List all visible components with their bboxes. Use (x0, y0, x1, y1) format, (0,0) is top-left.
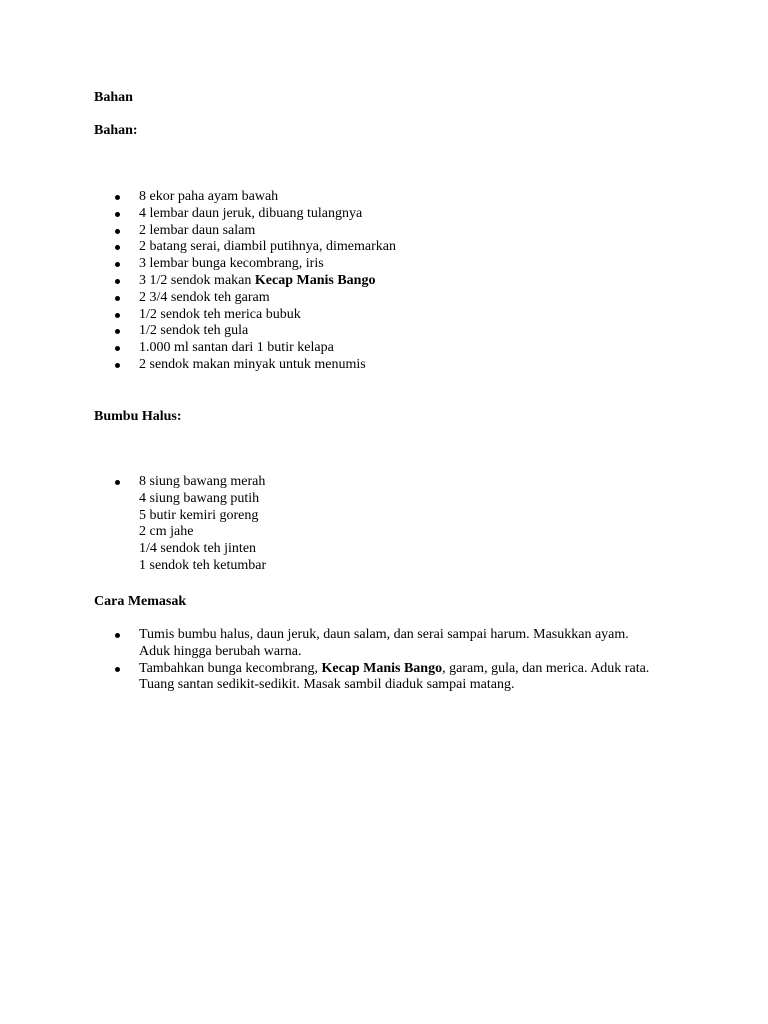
list-item: 8 ekor paha ayam bawah (94, 189, 694, 206)
item-text: , garam, gula, dan merica. Aduk rata. Tuang santan sedikit-sedikit. Masak sambil diaduk sampai matang. (139, 660, 650, 693)
list-item: Tumis bumbu halus, daun jeruk, daun salam, dan serai sampai harum. Masukkan ayam. Aduk hingga berubah warna. (94, 627, 654, 661)
bumbu-line: 4 siung bawang putih (139, 490, 260, 506)
cara-list (94, 627, 654, 694)
list-item: 1/2 sendok teh gula (94, 323, 694, 340)
subtitle-bahan: Bahan: (94, 123, 138, 138)
list-item: 3 lembar bunga kecombrang, iris (94, 256, 694, 273)
bumbu-line: 2 cm jahe (139, 524, 194, 540)
list-item: 2 lembar daun salam (94, 223, 694, 240)
brand-name: Kecap Manis Bango (254, 272, 376, 288)
heading-cara-memasak: Cara Memasak (94, 594, 187, 609)
list-item: 1.000 ml santan dari 1 butir kelapa (94, 340, 694, 357)
list-item (94, 474, 694, 575)
brand-name: Kecap Manis Bango (321, 660, 443, 676)
list-item: 1/2 sendok teh merica bubuk (94, 307, 694, 324)
list-item (94, 273, 694, 290)
list-item: 2 batang serai, diambil putihnya, dimemarkan (94, 239, 694, 256)
bumbu-line: 5 butir kemiri goreng (139, 507, 259, 523)
bumbu-line: 1/4 sendok teh jinten (139, 541, 257, 557)
list-item: 2 3/4 sendok teh garam (94, 290, 694, 307)
list-item: 2 sendok makan minyak untuk menumis (94, 357, 694, 374)
list-item: 4 lembar daun jeruk, dibuang tulangnya (94, 206, 694, 223)
item-text: Tambahkan bunga kecombrang, (139, 660, 322, 676)
bumbu-line: 8 siung bawang merah (139, 474, 266, 489)
list-item (94, 661, 654, 695)
heading-bumbu-halus: Bumbu Halus: (94, 409, 182, 424)
title-bahan: Bahan (94, 90, 133, 105)
bahan-list (94, 189, 694, 374)
bumbu-line: 1 sendok teh ketumbar (139, 557, 267, 573)
item-text: 3 1/2 sendok makan (139, 272, 255, 288)
bumbu-list (94, 474, 694, 575)
